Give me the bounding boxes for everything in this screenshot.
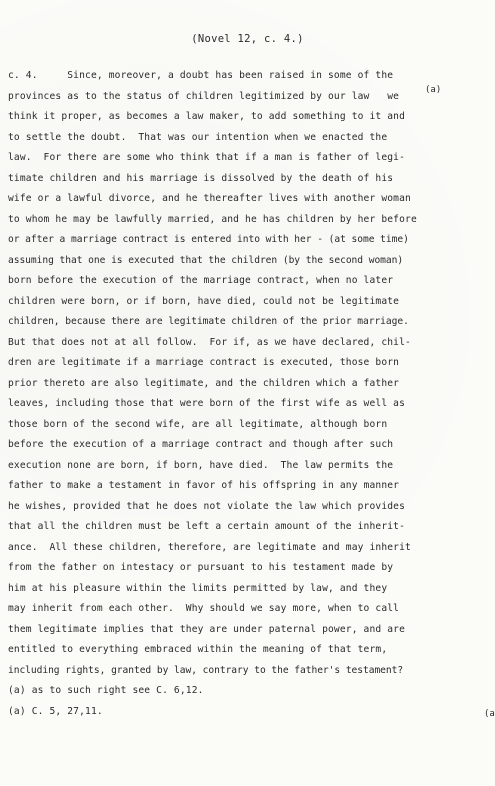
footnote-line: (a) C. 5, 27,11. [8,705,103,717]
text-line: execution none are born, if born, have died. The law permits the [8,459,394,471]
footnote-line: (a) as to such right see C. 6,12. [8,685,204,696]
text-line: prior thereto are also legitimate, and the children which a father [8,377,400,389]
page-header: (Novel 12, c. 4.) [191,33,304,45]
text-line: entitled to everything embraced within the meaning of that term, [8,644,388,655]
text-line: him at his pleasure within the limits permitted by law, and they [8,582,388,594]
footnote-reference: (a) [425,85,442,95]
text-line: children were born, or if born, have died, could not be legitimate [8,295,400,307]
text-line: to whom he may be lawfully married, and he has children by her before [8,213,417,225]
text-line: from the father on intestacy or pursuant to his testament made by [8,562,394,573]
body-text [8,66,486,722]
text-line: that all the children must be left a certain amount of the inherit- [8,521,406,532]
text-line: c. 4. Since, moreover, a doubt has been raised in some of the [8,70,394,81]
text-line: father to make a testament in favor of his offspring in any manner [8,480,400,491]
text-line: those born of the second wife, are all legitimate, although born [8,418,388,430]
text-line: including rights, granted by law, contrary to the father's testament? [8,664,404,676]
text-line: he wishes, provided that he does not violate the law which provides [8,500,406,512]
text-line: But that does not at all follow. For if, as we have declared, chil- [8,336,411,348]
margin-footnote-mark: (a [484,709,495,719]
text-line: born before the execution of the marriage contract, when no later [8,275,394,286]
text-line: ance. All these children, therefore, are legitimate and may inherit [8,541,411,553]
text-line: dren are legitimate if a marriage contract is executed, those born [8,357,400,368]
text-line: provinces as to the status of children legitimized by our law we [8,90,400,102]
text-line: may inherit from each other. Why should we say more, when to call [8,603,400,614]
text-line: leaves, including those that were born of the first wife as well as [8,398,406,409]
text-line: or after a marriage contract is entered into with her - (at some time) [8,234,409,245]
text-line: to settle the doubt. That was our intention when we enacted the [8,131,388,143]
text-line: assuming that one is executed that the children (by the second woman) [8,254,404,266]
text-line: children, because there are legitimate children of the prior marriage. [8,316,409,327]
text-line: wife or a lawful divorce, and he thereafter lives with another woman [8,193,411,204]
text-line: timate children and his marriage is dissolved by the death of his [8,172,394,184]
text-line: them legitimate implies that they are under paternal power, and are [8,623,406,635]
text-line: law. For there are some who think that if a man is father of legi- [8,152,406,163]
text-line: think it proper, as becomes a law maker, to add something to it and [8,111,406,122]
text-line: before the execution of a marriage contract and though after such [8,439,394,450]
